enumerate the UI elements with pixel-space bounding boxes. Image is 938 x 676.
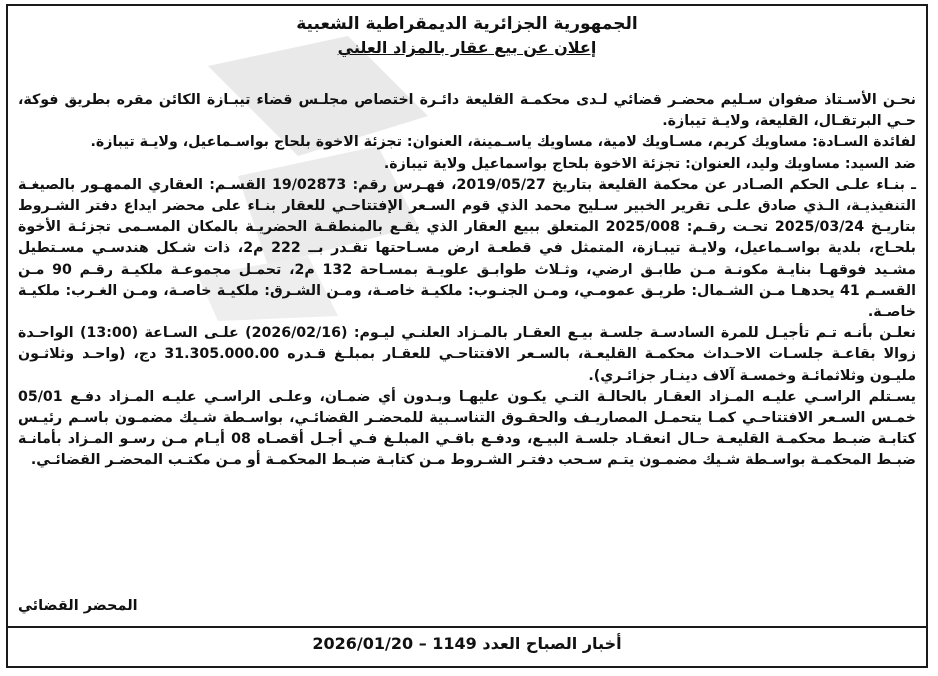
footer-divider [8, 626, 926, 628]
publication-footer: أخبار الصباح العدد 1149 – 2026/01/20 [312, 634, 622, 653]
announcement-body [18, 90, 916, 472]
announcement-header [8, 12, 926, 60]
paragraph-auction-date: نعلـن بأنـه تـم تأجيـل للمرة السادسـة جلسـة بيـع العقـار بالمـزاد العلنـي ليـوم: (2026/02/16) علـى السـاعة (13:00) الواحـدة زوالا بقاعـة جلسـات الاحـداث محكمـة القليعـة، بالسـعر الافتتاحـي للعقـار بمبلـغ قـدره 31.305.000.00 دج، (واحـد وثلاثـون مليـون وثلاثمائـة وخمسـة آلاف دينـار جزائـري). [18, 325, 916, 384]
republic-heading: الجمهورية الجزائرية الديمقراطية الشعبية [296, 14, 638, 34]
announcement-frame [6, 4, 928, 668]
announcement-title: إعلان عن بيع عقار بالمزاد العلني [337, 38, 597, 57]
paragraph-judgment-property: ـ بنـاء علـى الحكم الصـادر عن محكمة القليعة بتاريخ 2019/05/27، فهـرس رقم: 19/02873 القسـم: العقاري الممهـور بالصيغـة التنفيذيـة، الـذي صادق علـى تقرير الخبير سـليح محمد الذي قوم السـعر الإفتتاحـي للعقار بنـاء على محضر ايداع دفتر الشـروط بتاريـخ 2025/03/24 تحـت رقـم: 2025/008 المتعلق ببيع العقار الذي يقـع بالمنطقـة الحضريـة بالمكان المسـمى تجزئـة الأخوة بلحـاج، بلدية بواسـماعيل، ولايـة تيبـازة، المتمثل في قطعـة ارض مسـاحتها تقـدر بــ 222 م2، ذات شـكل هندسـي مسـتطيل مشـيد فوقهـا بنايـة مكونـة مـن طابـق ارضي، وثـلاث طوابـق علويـة بمسـاحة 132 م2، تحمـل مجموعـة ملكيـة رقـم 90 مـن القسـم 41 يحدهـا مـن الشـمال: طريـق عمومـي، ومـن الجنـوب: ملكيـة خاصـة، ومـن الشـرق: ملكيـة خاصـة، ومـن الغـرب: ملكيـة خاصـة. [18, 176, 917, 321]
paragraph-payment-terms: يسـتلم الراسـي عليـه المـزاد العقـار بالحالـة التـي يكـون عليهـا وبـدون أي ضمـان، وعلـى الراسـي عليـه المـزاد دفـع 05/01 خمـس السـعر الافتتاحـي كمـا يتحمـل المصاريـف والحقـوق التناسـبية للمحضـر القضائـي، بواسـطة شـيك مضمـون باسـم رئيـس كتابـة ضبـط محكمـة القليعـة حـال انعقـاد جلسـة البيـع، ودفـع باقـي المبلـغ فـي أجـل أقصـاه 08 أيـام مـن رسـو المـزاد بأمانـة ضبـط المحكمـة بواسـطة شـيك مضمـون يتـم سـحب دفتـر الشـروط مـن كتابـة ضبـط المحكمـة أو مـن مكتـب المحضـر القضائـي. [18, 388, 916, 469]
paragraph-bailiff: نحـن الأسـتاذ صفوان سـليم محضـر قضائي لـدى محكمـة القليعة دائـرة اختصاص مجلـس قضاء تيبـازة الكائن مقره بطريق فوكة، حـي البرتقـال، القليعة، ولايـة تيبازة. [18, 92, 916, 130]
paragraph-defendant: ضد السيد: مساويك وليد، العنوان: تجزئة الاخوة بلحاج بواسماعيل ولاية تيبازة. [383, 155, 916, 172]
paragraph-beneficiaries: لفائدة السـادة: مساويك كريم، مسـاويك لامية، مساويك ياسـمينة، العنوان: تجزئة الاخوة بلحاج بواسـماعيل، ولايـة تيبازة. [90, 134, 916, 151]
signature: المحضر القضائي [18, 598, 138, 614]
